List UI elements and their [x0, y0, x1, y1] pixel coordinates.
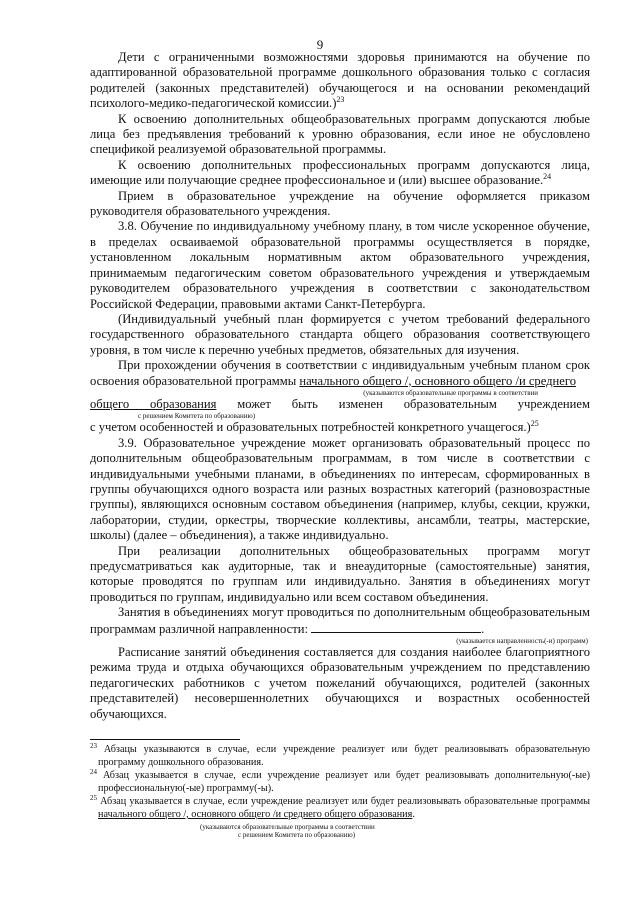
paragraph-additional-professional-programs: К освоению дополнительных профессиональных программ допускаются лица, имеющие или получающие среднее профессиональное и (или) высшее образование.$^{24}$: [90, 157, 590, 188]
paragraph-plan-duration-line2: общего образования может быть изменен образовательным учреждением: [90, 396, 590, 411]
paragraph-directions: Занятия в объединениях могут проводиться по дополнительным общеобразовательным программам различной направленности: .: [90, 605, 590, 636]
programs-underlined: начального общего /, основного общего /и среднего: [299, 373, 577, 388]
directions-note: (указывается направленность(-и) программ): [456, 637, 588, 646]
footnote-24: $^{24}$ Абзац указывается в случае, если учреждение реализует или будет реализовывать дополнительную(-ые) профессиональную(-ые) программу(-ы).: [90, 768, 590, 794]
paragraph-plan-duration-end: с учетом особенностей и образовательных потребностей конкретного учащегося.)$^{25}$: [90, 419, 539, 435]
programs-underlined-cont: общего образования: [90, 396, 217, 411]
footnote-ref-24[interactable]: 24: [543, 172, 552, 182]
programs-note: (указываются образовательные программы в соответствии: [363, 388, 538, 397]
footnote-23: $^{23}$ Абзацы указываются в случае, если учреждение реализует или будет реализовывать образовательную программу дошкольного образования.: [90, 742, 590, 768]
footnote-ref-23[interactable]: 23: [336, 95, 345, 105]
paragraph-schedule: Расписание занятий объединения составляется для создания наиболее благоприятного режима труда и отдыха обучающихся образовательным учреждением по представлению педагогических работников с учетом пожеланий обучающихся, родителей (законных представителей) несовершеннолетних обучающихся и возрастных особенностей обучающихся.: [90, 645, 590, 721]
directions-blank-field[interactable]: [311, 621, 481, 633]
document-body: [90, 50, 590, 722]
section-3-9: 3.9. Образовательное учреждение может организовать образовательный процесс по дополнительным общеобразовательным программам, в том числе в соответствии с индивидуальными учебными планами, в объединениях по интересам, сформированных в группы обучающихся одного возраста или разных возрастных категорий (разновозрастные группы), являющихся основным составом объединения (например, клубы, секции, кружки, лаборатории, студии, оркестры, творческие коллективы, ансамбли, театры, мастерские, школы) (далее – объединения), а также индивидуально.: [90, 435, 590, 543]
footnote-divider: [90, 739, 240, 740]
page-number: 9: [316, 37, 324, 52]
footnote-25: $^{25}$ Абзац указывается в случае, если учреждение реализует или будет реализовывать образовательные программы начального общего /, основного общего /и среднего общего образования.: [90, 794, 591, 820]
section-3-8: 3.8. Обучение по индивидуальному учебному плану, в том числе ускоренное обучение, в пределах осваиваемой образовательной программы осуществляется в порядке, установленном локальным нормативным актом образовательного учреждения, принимаемым педагогическим советом образовательного учреждения и утверждаемым руководителем образовательного учреждения в соответствии с законодательством Российской Федерации, правовыми актами Санкт-Петербурга.: [90, 219, 590, 311]
footnote-programs-note: (указываются образовательные программы в соответствии: [200, 822, 375, 831]
paragraph-individual-plan: (Индивидуальный учебный план формируется с учетом требований федерального государственного образовательного стандарта общего образования соответствующего уровня, в том числе к перечню учебных предметов, обязательных для изучения.: [90, 311, 590, 357]
footnotes-section: [90, 739, 590, 839]
paragraph-classes: При реализации дополнительных общеобразовательных программ могут предусматриваться как аудиторные, так и внеаудиторные (самостоятельные) занятия, которые проводятся по группам или индивидуально. Занятия в объединениях могут проводиться по группам, индивидуально или всем составом объединения.: [90, 543, 590, 604]
footnote-committee-note: с решением Комитета по образованию): [238, 830, 356, 839]
paragraph-disabled-children: Дети с ограниченными возможностями здоровья принимаются на обучение по адаптированной образовательной программе дошкольного образования только с согласия родителей (законных представителей) обучающегося и на основании рекомендаций психолого-медико-педагогической комиссии.)$^{23}$: [90, 50, 590, 111]
footnote-ref-25[interactable]: 25: [530, 419, 539, 429]
paragraph-plan-duration: При прохождении обучения в соответствии с индивидуальным учебным планом срок освоения образовательной программы начального общего /, основного общего /и среднего: [90, 358, 590, 388]
paragraph-additional-general-programs: К освоению дополнительных общеобразовательных программ допускаются любые лица без предъявления требований к уровню образования, если иное не обусловлено спецификой реализуемой образовательной программы.: [90, 111, 590, 157]
paragraph-admission-order: Прием в образовательное учреждение на обучение оформляется приказом руководителя образовательного учреждения.: [90, 188, 590, 219]
committee-note: с решением Комитета по образованию): [138, 412, 256, 421]
